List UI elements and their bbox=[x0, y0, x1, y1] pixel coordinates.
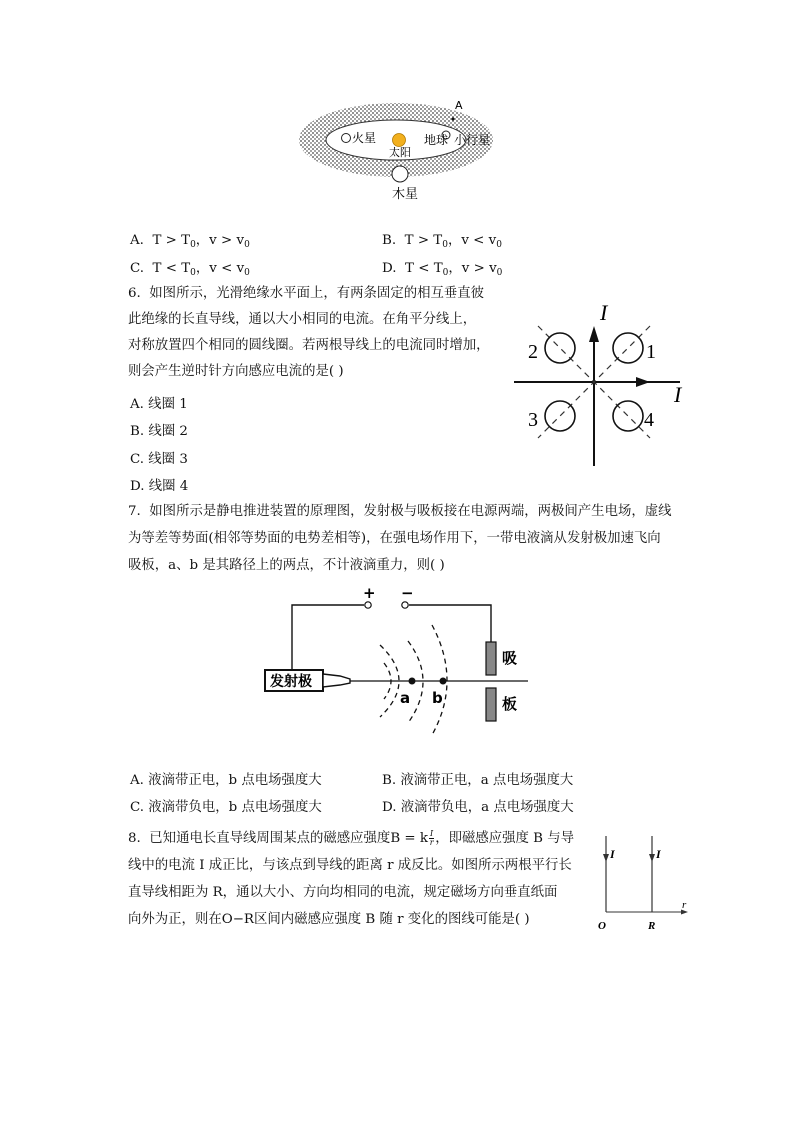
current-arrow-up bbox=[589, 326, 599, 342]
wires-coils-figure bbox=[510, 290, 690, 470]
label-coil-2: 2 bbox=[528, 341, 538, 363]
label-asteroid: 小行星 bbox=[454, 133, 491, 147]
q6-option-c[interactable]: C. 线圈 3 bbox=[130, 452, 188, 467]
coil-1 bbox=[613, 333, 643, 363]
label-plus: + bbox=[363, 585, 376, 602]
absorber-plate-top bbox=[486, 642, 496, 675]
q6-stem: 6. 如图所示，光滑绝缘水平面上，有两条固定的相互垂直彼 此绝缘的长直导线，通以大小相同的电流。在角平分线上， 对称放置四个相同的圆线圈。若两根导线上的电流同时增加， 则会产生逆时针方向感应电流的是( ) bbox=[128, 286, 490, 379]
q8-number: 8. bbox=[128, 831, 141, 846]
label-sun: 太阳 bbox=[389, 146, 411, 159]
q7-stem: 7. 如图所示是静电推进装置的原理图，发射极与吸板接在电源两端，两极间产生电场，虚线 为等差等势面(相邻等势面的电势差相等)，在强电场作用下，一带电液滴从发射极加速飞向 吸板，a、b 是其路径上的两点，不计液滴重力，则( ) bbox=[128, 504, 672, 573]
fraction-i-over-r: $\frac{I}{r}$ bbox=[429, 829, 434, 847]
label-a: a bbox=[400, 689, 411, 707]
label-minus: − bbox=[401, 585, 414, 602]
q7-number: 7. bbox=[128, 504, 141, 519]
label-emitter: 发射极 bbox=[270, 674, 312, 690]
label-coil-1: 1 bbox=[646, 341, 656, 363]
q5-option-b[interactable]: B. $T > T_0$，$v < v_0$ bbox=[382, 233, 502, 250]
q7-option-c[interactable]: C. 液滴带负电，b 点电场强度大 bbox=[130, 800, 322, 815]
solar-system-figure bbox=[296, 96, 501, 206]
point-b bbox=[440, 678, 447, 685]
jupiter bbox=[392, 166, 408, 182]
mars bbox=[342, 134, 351, 143]
q6-number: 6. bbox=[128, 286, 141, 301]
q5-option-c[interactable]: C. $T < T_0$，$v < v_0$ bbox=[130, 261, 250, 278]
label-distance-r: R bbox=[648, 920, 656, 932]
label-coil-4: 4 bbox=[644, 409, 654, 431]
label-current-top: I bbox=[600, 300, 608, 325]
asteroid-a bbox=[452, 118, 455, 121]
q5-option-a[interactable]: A. $T > T_0$，$v > v_0$ bbox=[130, 233, 250, 250]
label-r-axis: r bbox=[682, 899, 687, 911]
coil-4 bbox=[613, 401, 643, 431]
q7-option-b[interactable]: B. 液滴带正电，a 点电场强度大 bbox=[382, 773, 574, 788]
terminal-negative bbox=[402, 602, 408, 608]
parallel-wires-figure bbox=[592, 832, 692, 934]
label-earth: 地球 bbox=[424, 133, 449, 147]
label-origin: O bbox=[598, 920, 606, 932]
point-a bbox=[409, 678, 416, 685]
terminal-positive bbox=[365, 602, 371, 608]
label-mars: 火星 bbox=[352, 131, 377, 145]
current-arrow-right bbox=[636, 377, 650, 387]
label-current-right: I bbox=[674, 382, 682, 407]
absorber-plate-bottom bbox=[486, 688, 496, 721]
label-a: A bbox=[455, 99, 463, 112]
coil-3 bbox=[545, 401, 575, 431]
label-jupiter: 木星 bbox=[392, 187, 419, 202]
label-absorb-top: 吸 bbox=[502, 649, 518, 667]
q7-option-d[interactable]: D. 液滴带负电，a 点电场强度大 bbox=[382, 800, 574, 815]
label-b: b bbox=[432, 689, 443, 707]
electrostatic-thruster-figure bbox=[262, 585, 537, 735]
q6-option-a[interactable]: A. 线圈 1 bbox=[130, 397, 188, 412]
label-coil-3: 3 bbox=[528, 409, 538, 431]
label-i-left: I bbox=[610, 847, 615, 861]
label-absorb-bottom: 板 bbox=[502, 695, 518, 713]
q5-option-d[interactable]: D. $T < T_0$，$v > v_0$ bbox=[382, 261, 503, 278]
q8-stem: 8. 已知通电长直导线周围某点的磁感应强度B = k $\frac{I}{r}$ ，即磁感应强度 B 与导 线中的电流 I 成正比，与该点到导线的距离 r 成反比。如图所示两根平行长 直导线相距为 R，通以大小、方向均相同的电流，规定磁场方向垂直纸面 向外为正，则在O−R区间内磁感应强度 B 随 r 变化的图线可能是( ) bbox=[128, 829, 575, 927]
q6-option-b[interactable]: B. 线圈 2 bbox=[130, 424, 188, 439]
q7-option-a[interactable]: A. 液滴带正电，b 点电场强度大 bbox=[130, 773, 322, 788]
sun bbox=[393, 134, 406, 147]
q6-option-d[interactable]: D. 线圈 4 bbox=[130, 479, 189, 494]
coil-2 bbox=[545, 333, 575, 363]
label-i-right: I bbox=[656, 847, 661, 861]
